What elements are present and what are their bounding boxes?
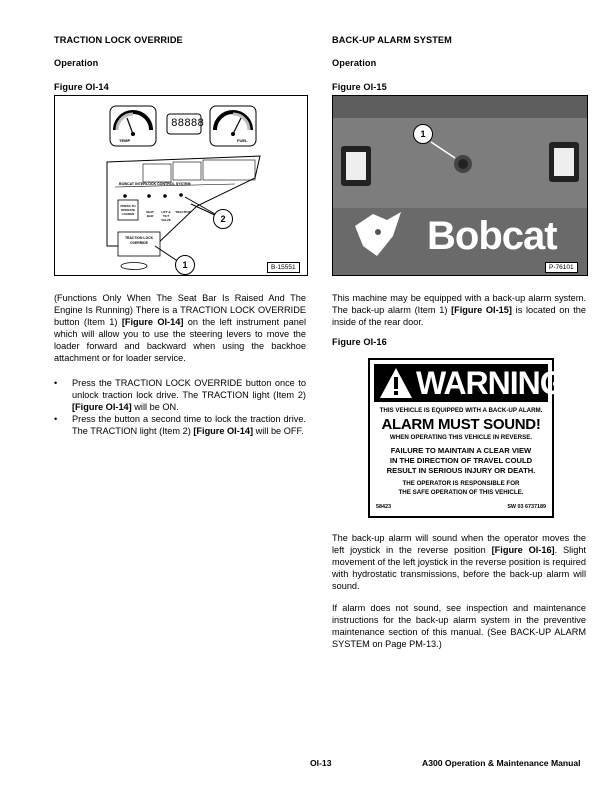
figure-tag-b15551: B-15551 [267, 262, 300, 273]
warning-title: WARNING [416, 365, 564, 401]
warning-code-left: 58423 [376, 504, 391, 510]
page-number: OI-13 [310, 758, 332, 768]
temp-label: TEMP [119, 138, 131, 143]
traction-label: TRACTION [175, 210, 191, 214]
warning-code-right: SW 03 6737189 [507, 504, 546, 510]
section-subtitle-operation-right: Operation [332, 58, 377, 68]
figure-tag-p76101: P-76101 [545, 262, 578, 273]
callout-1-alarm: 1 [413, 124, 433, 144]
bobcat-brand: Bobcat [427, 214, 557, 258]
backup-alarm-paragraph: This machine may be equipped with a back-up alarm system. The back-up alarm (Item 1) [Figure OI-15] is located on the inside of the rear door. [332, 293, 586, 327]
warning-header [374, 364, 564, 402]
section-subtitle-operation: Operation [54, 58, 99, 68]
fuel-label: FUEL [237, 138, 248, 143]
interlock-system-label: BOBCAT INTERLOCK CONTROL SYSTEM [119, 182, 191, 186]
warning-triangle-icon [378, 366, 414, 400]
traction-lock-override-button: TRACTION LOCK OVERRIDE [124, 236, 154, 245]
bullet-item-2: • Press the button a second time to lock the traction drive. The TRACTION light (Item 2) [Figure OI-14] will be OFF. [54, 414, 306, 436]
traction-lock-paragraph: (Functions Only When The Seat Bar Is Raised And The Engine Is Running) There is a TRACTION LOCK OVERRIDE button (Item 1) [Figure OI-14] on the left instrument panel which will allow you to use the steering levers to move the loader forward and backward when using the backhoe attachment or for loader service. [54, 293, 306, 363]
warning-line-2: ALARM MUST SOUND! [381, 416, 541, 433]
warning-line-1: THIS VEHICLE IS EQUIPPED WITH A BACK-UP ALARM. [379, 407, 543, 414]
warning-line-7: THE OPERATOR IS RESPONSIBLE FOR [402, 480, 520, 487]
press-to-operate-label: PRESS TO OPERATE LOADER [120, 204, 136, 216]
figure-label-oi-16: Figure OI-16 [332, 337, 387, 347]
warning-decal [368, 358, 564, 518]
warning-line-3: WHEN OPERATING THIS VEHICLE IN REVERSE. [389, 434, 533, 441]
digital-display: 88888 [171, 118, 205, 130]
warning-line-4: FAILURE TO MAINTAIN A CLEAR VIEW [390, 446, 532, 455]
section-title-traction-lock: TRACTION LOCK OVERRIDE [54, 35, 183, 45]
figure-oi-14 [54, 95, 308, 276]
lift-tilt-label: LIFT & TILT VALVE [161, 210, 171, 222]
section-title-backup-alarm: BACK-UP ALARM SYSTEM [332, 35, 452, 45]
alarm-maintenance-paragraph: If alarm does not sound, see inspection and maintenance instructions for the back-up alarm system in the preventive maintenance section of this manual. (See BACK-UP ALARM SYSTEM on Page PM-13.) [332, 603, 586, 649]
bullet-item-1: • Press the TRACTION LOCK OVERRIDE button once to unlock traction lock drive. The TRACTION light (Item 2) [Figure OI-14] will be ON. [54, 378, 306, 412]
warning-line-8: THE SAFE OPERATION OF THIS VEHICLE. [398, 489, 524, 496]
callout-1: 1 [175, 255, 195, 275]
alarm-sound-paragraph: The back-up alarm will sound when the operator moves the left joystick in the reverse position [Figure OI-16]. Slight movement of the left joystick in the reverse position is required with hydrostatic transmissions, before the back-up alarm will sound. [332, 533, 586, 591]
figure-label-oi-14: Figure OI-14 [54, 82, 109, 92]
warning-line-6: RESULT IN SERIOUS INJURY OR DEATH. [386, 466, 536, 475]
manual-title: A300 Operation & Maintenance Manual [422, 758, 581, 768]
seat-bar-label: SEAT BAR [146, 210, 154, 218]
warning-line-5: IN THE DIRECTION OF TRAVEL COULD [389, 456, 533, 465]
figure-oi-15 [332, 95, 588, 276]
callout-2: 2 [213, 209, 233, 229]
figure-label-oi-15: Figure OI-15 [332, 82, 387, 92]
